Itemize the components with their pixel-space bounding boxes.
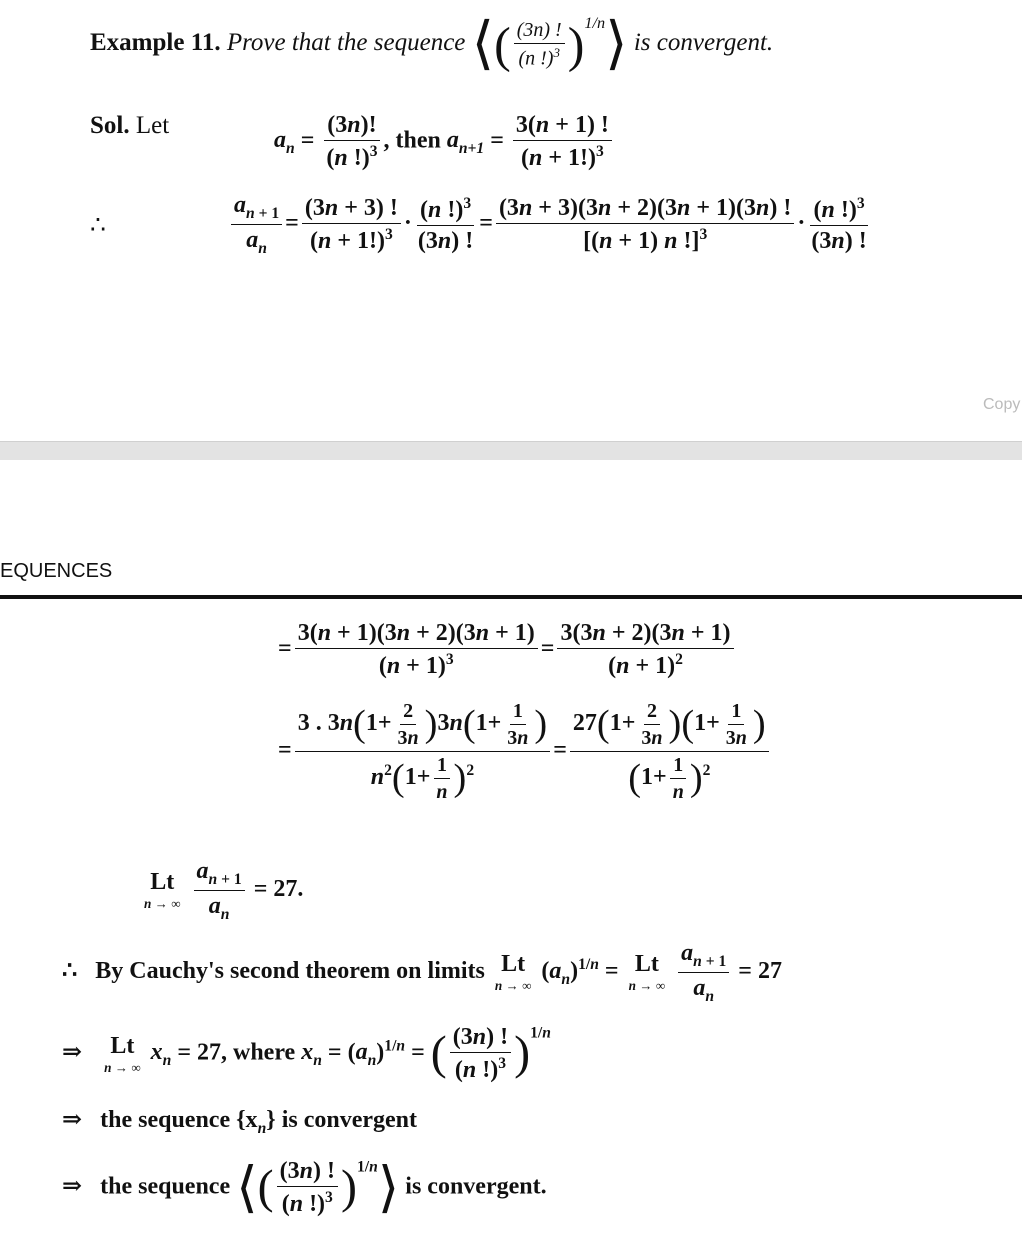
ratio-equation: $\frac{a_{n + 1}}{a_n}$ = $\frac{(3n + 3) !}{(n + 1!)^3}$ · $\frac{(n !)^3}{(3n) !}$ = $\frac{(3n + 3)(3n + 2)(3n + 1)(3n) !}{[(n + 1) n !]^3}$ · $\frac{(n !)^3}{(3n) !}$ [228, 192, 873, 257]
example-11-statement: Example 11. Prove that the sequence ⟨( $\frac{(3n) !}{(n !)^3}$ )$^{1/n}$⟩ is convergent. [90, 12, 774, 76]
then-text: , then [383, 127, 441, 154]
ratio-step-1: = $\frac{3(n + 1)(3n + 2)(3n + 1)}{(n + 1)^3}$ = $\frac{3(3n + 2)(3n + 1)}{(n + 1)^2}$ [278, 620, 737, 680]
limit-ratio: Lt n → ∞ $\frac{a_{n + 1}}{a_n}$ = 27. [144, 858, 304, 923]
running-header: EQUENCES [0, 560, 113, 582]
copyright-fragment: Copy [983, 396, 1021, 413]
implies-line-1: ⇒ Lt n → ∞ $x_n = 27$, where $x_n = (a_n)^{1/n}$ = ( $\frac{(3n) !}{(n !)^3}$ )$^{1/n}$ [62, 1024, 551, 1084]
implies-line-2: ⇒ the sequence $\{x_n\}$ is convergent [62, 1107, 418, 1137]
limit-result: = 27. [253, 875, 304, 902]
sol-let: Let [135, 112, 170, 139]
cauchy-text: By Cauchy's second theorem on limits [95, 957, 485, 984]
implies-line-3: ⇒ the sequence ⟨( $\frac{(3n) !}{(n !)^3}$ )$^{1/n}$⟩ is convergent. [62, 1156, 547, 1218]
sol-line [90, 112, 169, 140]
example-text-end: is convergent. [633, 29, 774, 56]
page-gap [0, 441, 1022, 460]
ratio-step-2: = 3 . 3n(1+ $\frac{2}{3n}$ )3n(1+ $\frac{1}{3n}$ ) $n^2(1+$ $\frac{1}{n}$ )$^2$ = 27(1+ $\frac{2}{3n}$ )(1+ $\frac{1}{3n}$ ) (1+ $\frac{1}{n}$ )$^2$ [278, 700, 772, 803]
example-text: Prove that the sequence [226, 29, 466, 56]
example-label: Example 11. [90, 29, 221, 56]
header-rule [0, 595, 1022, 599]
therefore-symbol: ∴ [90, 212, 106, 239]
sol-label: Sol. [90, 112, 130, 139]
cauchy-line: ∴ By Cauchy's second theorem on limits Lt n → ∞ $(a_n)^{1/n}$ = Lt n → ∞ $\frac{a_{n + 1}}{a_n}$ = 27 [62, 940, 782, 1005]
an-definition: $a_n$ = $\frac{(3n)!}{(n !)^3}$ , then $a_{n+1}$ = $\frac{3(n + 1) !}{(n + 1!)^3}$ [274, 112, 615, 172]
